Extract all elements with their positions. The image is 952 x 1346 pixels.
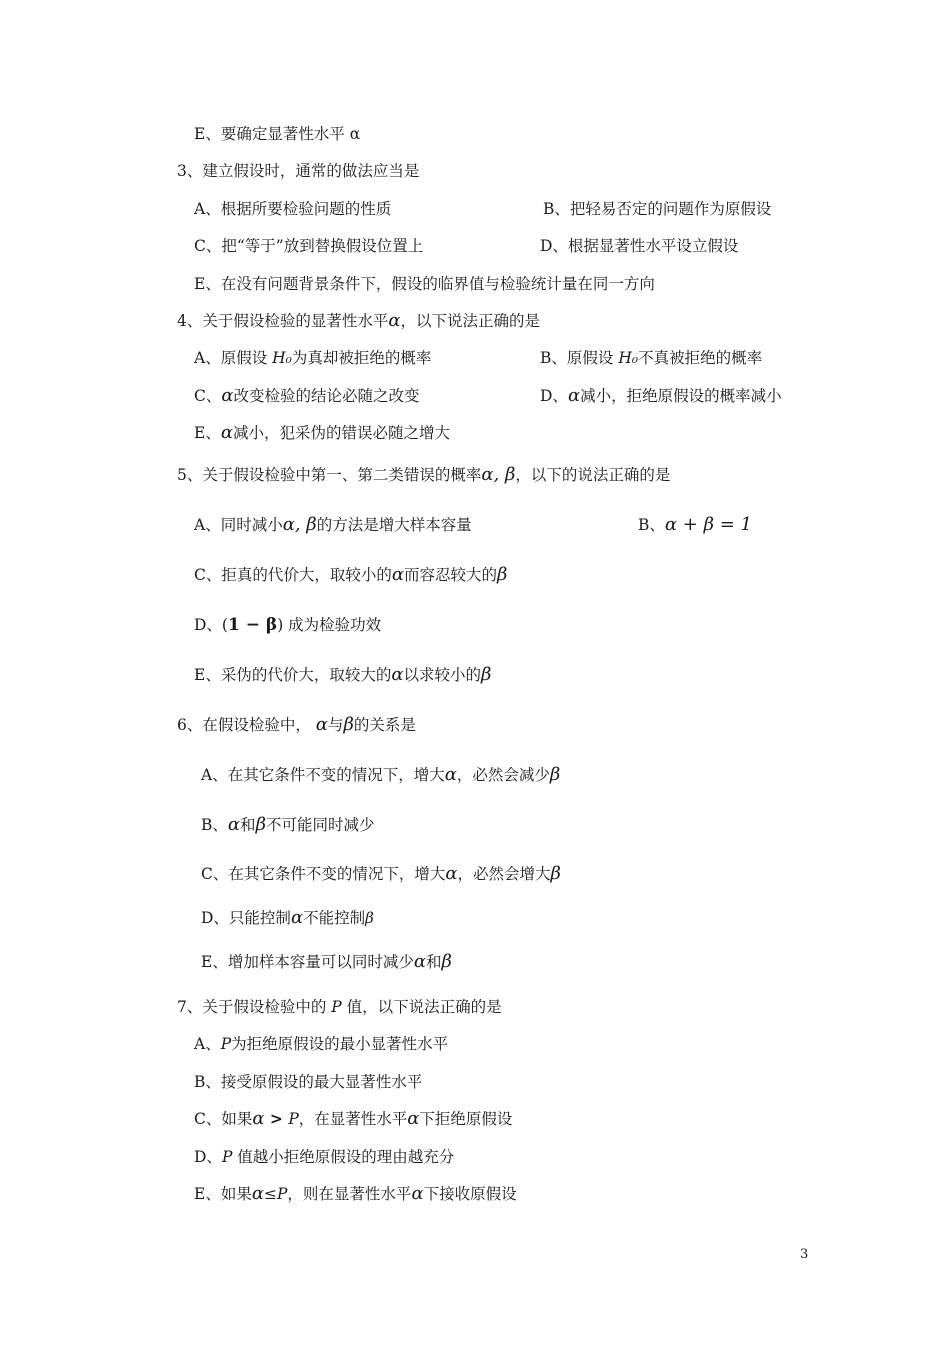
q3-option-d: D、根据显著性水平设立假设: [540, 237, 739, 255]
q4-option-d: D、α减小，拒绝原假设的概率减小: [540, 385, 782, 406]
q5-option-c: C、拒真的代价大，取较小的α而容忍较大的β: [194, 564, 508, 585]
q5-option-d: D、(1 − β) 成为检验功效: [194, 615, 382, 635]
q7-option-c: C、如果α > P，在显著性水平α下拒绝原假设: [194, 1108, 513, 1129]
q4-option-a: A、原假设 H₀为真却被拒绝的概率: [194, 349, 432, 367]
q6-option-a: A、在其它条件不变的情况下，增大α，必然会减少β: [201, 764, 561, 785]
q6-option-b: B、α和β不可能同时减少: [201, 814, 375, 835]
q7-option-e: E、如果α≤P，则在显著性水平α下接收原假设: [194, 1183, 517, 1204]
q3-option-a: A、根据所要检验问题的性质: [194, 200, 392, 218]
question-6-stem: 6、在假设检验中， α与β的关系是: [177, 714, 416, 735]
q7-option-a: A、P为拒绝原假设的最小显著性水平: [194, 1035, 449, 1053]
page-number: 3: [800, 1247, 809, 1262]
q3-option-b: B、把轻易否定的问题作为原假设: [543, 200, 772, 218]
q5-option-a: A、同时减小α, β的方法是增大样本容量: [194, 514, 472, 535]
q3-option-e: E、在没有问题背景条件下，假设的临界值与检验统计量在同一方向: [194, 275, 655, 293]
question-7-stem: 7、关于假设检验中的 P 值，以下说法正确的是: [177, 998, 502, 1016]
q4-option-e: E、α减小，犯采伪的错误必随之增大: [194, 422, 450, 443]
q5-option-e: E、采伪的代价大，取较大的α以求较小的β: [194, 664, 492, 685]
q6-option-d: D、只能控制α不能控制β: [201, 907, 374, 928]
q4-option-b: B、原假设 H₀不真被拒绝的概率: [540, 349, 763, 367]
option-e-prev: E、要确定显著性水平 α: [194, 125, 361, 143]
question-5-stem: 5、关于假设检验中第一、第二类错误的概率α, β，以下的说法正确的是: [177, 464, 671, 485]
q3-option-c: C、把“等于”放到替换假设位置上: [194, 237, 424, 255]
q4-option-c: C、α改变检验的结论必随之改变: [194, 385, 420, 406]
q6-option-e: E、增加样本容量可以同时减少α和β: [201, 951, 452, 972]
question-3-stem: 3、建立假设时，通常的做法应当是: [177, 162, 420, 180]
q5-option-b: B、α + β = 1: [638, 514, 752, 535]
q7-option-d: D、P 值越小拒绝原假设的理由越充分: [194, 1148, 455, 1166]
question-4-stem: 4、关于假设检验的显著性水平α，以下说法正确的是: [177, 310, 541, 331]
q7-option-b: B、接受原假设的最大显著性水平: [194, 1073, 423, 1091]
q6-option-c: C、在其它条件不变的情况下，增大α，必然会增大β: [201, 863, 561, 884]
